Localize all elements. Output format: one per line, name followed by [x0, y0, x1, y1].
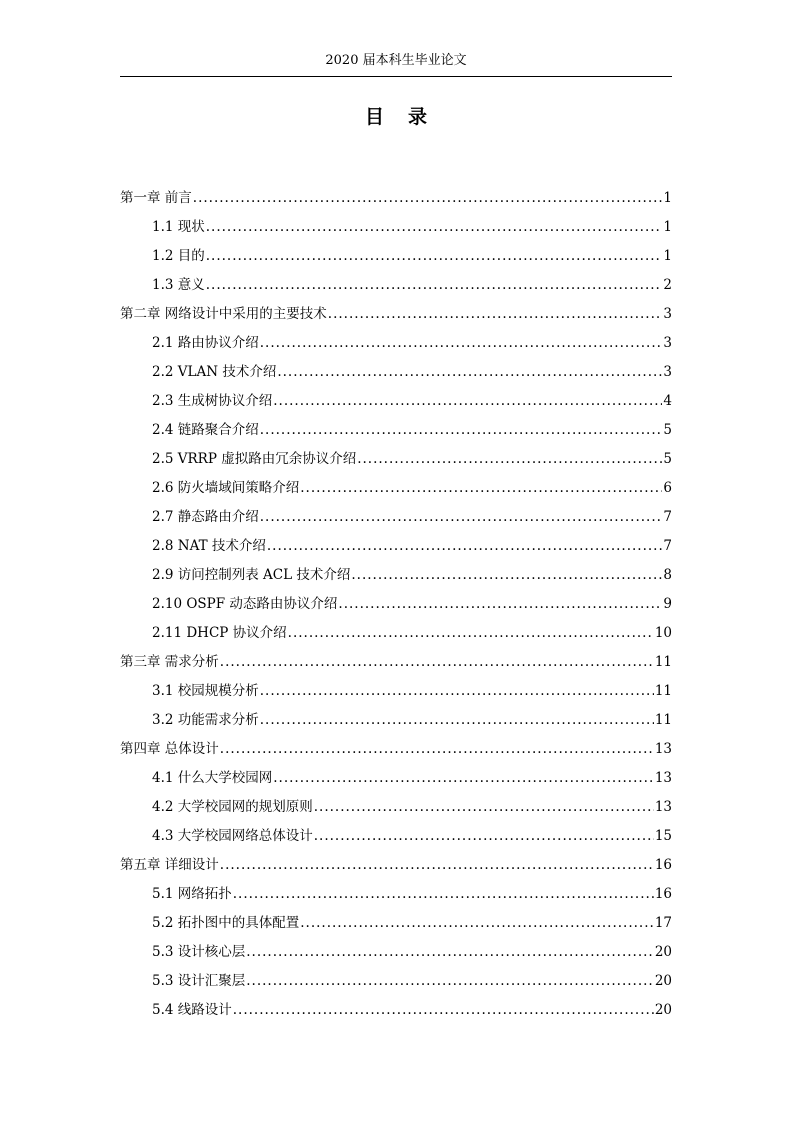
toc-page-number: 20: [654, 1002, 672, 1018]
toc-page-number: 17: [654, 915, 672, 931]
toc-entry-label: 1.1 现状: [152, 219, 205, 235]
toc-section-entry[interactable]: [120, 967, 672, 996]
toc-page-number: 11: [654, 683, 672, 699]
toc-dot-leader: [206, 271, 663, 300]
toc-entry-label: 4.1 什么大学校园网: [152, 770, 273, 786]
toc-entry-label: 2.9 访问控制列表 ACL 技术介绍: [152, 567, 351, 583]
toc-page-number: 1: [663, 248, 672, 264]
toc-dot-leader: [273, 764, 654, 793]
toc-section-entry[interactable]: [120, 474, 672, 503]
toc-page-number: 1: [663, 219, 672, 235]
toc-page-number: 6: [663, 480, 672, 496]
toc-page-number: 2: [663, 277, 672, 293]
toc-page-number: 7: [663, 509, 672, 525]
toc-section-entry[interactable]: [120, 996, 672, 1025]
toc-page-number: 15: [654, 828, 672, 844]
toc-dot-leader: [328, 300, 663, 329]
toc-section-entry[interactable]: [120, 677, 672, 706]
toc-entry-label: 1.3 意义: [152, 277, 205, 293]
toc-dot-leader: [233, 880, 654, 909]
toc-page-number: 7: [663, 538, 672, 554]
toc-entry-label: 2.8 NAT 技术介绍: [152, 538, 266, 554]
toc-entry-label: 2.2 VLAN 技术介绍: [152, 364, 277, 380]
toc-entry-label: 第四章 总体设计: [120, 741, 219, 757]
toc-dot-leader: [357, 445, 662, 474]
toc-dot-leader: [273, 387, 662, 416]
toc-page-number: 16: [654, 857, 672, 873]
toc-section-entry[interactable]: [120, 358, 672, 387]
toc-section-entry[interactable]: [120, 503, 672, 532]
toc-entry-label: 5.3 设计核心层: [152, 944, 246, 960]
toc-entry-label: 第二章 网络设计中采用的主要技术: [120, 306, 327, 322]
toc-entry-label: 2.4 链路聚合介绍: [152, 422, 259, 438]
toc-section-entry[interactable]: [120, 938, 672, 967]
toc-entry-label: 3.1 校园规模分析: [152, 683, 259, 699]
toc-page-number: 3: [663, 306, 672, 322]
toc-dot-leader: [233, 996, 654, 1025]
toc-dot-leader: [220, 648, 654, 677]
toc-page-number: 5: [663, 422, 672, 438]
toc-section-entry[interactable]: [120, 909, 672, 938]
toc-page-number: 5: [663, 451, 672, 467]
toc-section-entry[interactable]: [120, 387, 672, 416]
toc-entry-label: 2.5 VRRP 虚拟路由冗余协议介绍: [152, 451, 357, 467]
toc-entry-label: 2.10 OSPF 动态路由协议介绍: [152, 596, 338, 612]
toc-dot-leader: [260, 677, 654, 706]
toc-title: 目录: [364, 106, 451, 128]
toc-section-entry[interactable]: [120, 880, 672, 909]
toc-page-number: 20: [654, 973, 672, 989]
toc-section-entry[interactable]: [120, 590, 672, 619]
toc-chapter-entry[interactable]: [120, 851, 672, 880]
toc-entry-label: 4.2 大学校园网的规划原则: [152, 799, 313, 815]
toc-dot-leader: [220, 851, 654, 880]
toc-entry-label: 第五章 详细设计: [120, 857, 219, 873]
toc-dot-leader: [314, 822, 654, 851]
toc-entry-label: 2.7 静态路由介绍: [152, 509, 259, 525]
toc-entry-label: 3.2 功能需求分析: [152, 712, 259, 728]
toc-page-number: 16: [654, 886, 672, 902]
toc-dot-leader: [260, 329, 663, 358]
toc-page-number: 10: [654, 625, 672, 641]
toc-entry-label: 5.4 线路设计: [152, 1002, 232, 1018]
toc-entry-label: 第三章 需求分析: [120, 654, 219, 670]
toc-chapter-entry[interactable]: [120, 300, 672, 329]
toc-section-entry[interactable]: [120, 764, 672, 793]
toc-dot-leader: [260, 416, 663, 445]
toc-entry-label: 2.1 路由协议介绍: [152, 335, 259, 351]
toc-section-entry[interactable]: [120, 213, 672, 242]
toc-section-entry[interactable]: [120, 619, 672, 648]
toc-page-number: 1: [663, 190, 672, 206]
toc-dot-leader: [277, 358, 662, 387]
toc-page-number: 9: [663, 596, 672, 612]
toc-dot-leader: [314, 793, 654, 822]
toc-page-number: 4: [663, 393, 672, 409]
toc-entry-label: 5.2 拓扑图中的具体配置: [152, 915, 300, 931]
toc-section-entry[interactable]: [120, 242, 672, 271]
toc-section-entry[interactable]: [120, 445, 672, 474]
toc-entry-label: 2.3 生成树协议介绍: [152, 393, 273, 409]
toc-entry-label: 2.11 DHCP 协议介绍: [152, 625, 287, 641]
toc-chapter-entry[interactable]: [120, 184, 672, 213]
toc-entry-label: 5.3 设计汇聚层: [152, 973, 246, 989]
toc-page-number: 11: [654, 654, 672, 670]
toc-section-entry[interactable]: [120, 793, 672, 822]
toc-dot-leader: [206, 242, 663, 271]
toc-dot-leader: [300, 474, 662, 503]
toc-dot-leader: [351, 561, 662, 590]
toc-page-number: 13: [654, 799, 672, 815]
toc-page-number: 3: [663, 335, 672, 351]
toc-section-entry[interactable]: [120, 271, 672, 300]
toc-page-number: 13: [654, 770, 672, 786]
toc-dot-leader: [193, 184, 663, 213]
toc-section-entry[interactable]: [120, 561, 672, 590]
toc-dot-leader: [267, 532, 663, 561]
toc-dot-leader: [288, 619, 654, 648]
toc-section-entry[interactable]: [120, 329, 672, 358]
toc-section-entry[interactable]: [120, 706, 672, 735]
running-header: 2020 届本科生毕业论文: [325, 53, 467, 68]
toc-entry-label: 第一章 前言: [120, 190, 192, 206]
toc-list: [120, 184, 672, 1025]
toc-dot-leader: [338, 590, 662, 619]
toc-dot-leader: [260, 706, 654, 735]
toc-section-entry[interactable]: [120, 822, 672, 851]
header-rule: [120, 76, 672, 77]
toc-entry-label: 5.1 网络拓扑: [152, 886, 232, 902]
toc-dot-leader: [246, 938, 654, 967]
toc-dot-leader: [220, 735, 654, 764]
toc-dot-leader: [260, 503, 663, 532]
toc-page-number: 20: [654, 944, 672, 960]
toc-section-entry[interactable]: [120, 532, 672, 561]
toc-dot-leader: [300, 909, 654, 938]
toc-section-entry[interactable]: [120, 416, 672, 445]
toc-dot-leader: [246, 967, 654, 996]
toc-dot-leader: [206, 213, 663, 242]
toc-page-number: 11: [654, 712, 672, 728]
toc-page-number: 3: [663, 364, 672, 380]
toc-page-number: 8: [663, 567, 672, 583]
toc-entry-label: 4.3 大学校园网络总体设计: [152, 828, 313, 844]
toc-chapter-entry[interactable]: [120, 648, 672, 677]
toc-page-number: 13: [654, 741, 672, 757]
toc-entry-label: 1.2 目的: [152, 248, 205, 264]
toc-chapter-entry[interactable]: [120, 735, 672, 764]
toc-entry-label: 2.6 防火墙域间策略介绍: [152, 480, 300, 496]
